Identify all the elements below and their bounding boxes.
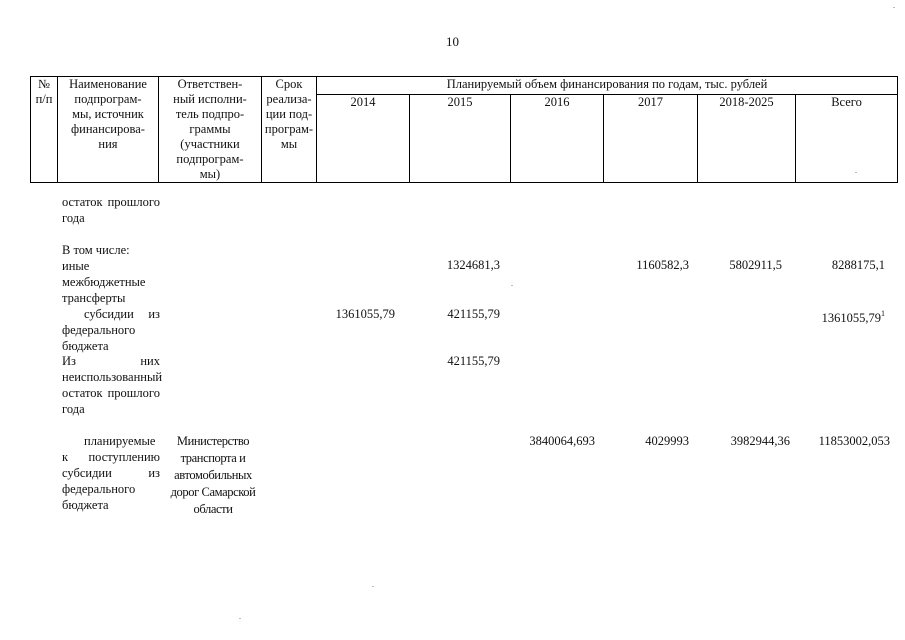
cell-total-value: 1361055,79 (821, 311, 881, 325)
header-name: Наименование подпрограм- мы, источник финансирова- ния (58, 77, 159, 183)
header-funding: Планируемый объем финансирования по годам, тыс. рублей (317, 77, 898, 95)
header-year-2014: 2014 (317, 95, 410, 183)
scan-speck (372, 586, 374, 587)
cell-2017: 4029993 (645, 434, 689, 448)
row-label: планируемые к поступлению субсидии из федерального бюджета (62, 434, 160, 512)
header-term: Срок реализа- ции под- програм- мы (262, 77, 317, 183)
cell-2016: 3840064,693 (529, 434, 595, 448)
cell-2015: 421155,79 (447, 354, 500, 368)
row-label: субсидии из федерального бюджета (62, 307, 160, 353)
header-year-2016: 2016 (511, 95, 604, 183)
cell-2015: 421155,79 (447, 307, 500, 321)
header-executor: Ответствен- ный исполни- тель подпро- граммы (участники подпрограм- мы) (159, 77, 262, 183)
scan-speck (855, 172, 857, 173)
cell-2017: 1160582,3 (636, 258, 689, 272)
scan-speck (893, 7, 895, 8)
cell-total: 11853002,053 (818, 434, 890, 448)
header-year-2017: 2017 (604, 95, 698, 183)
cell-2015: 1324681,3 (446, 258, 500, 272)
cell-2018-2025: 3982944,36 (730, 434, 790, 448)
header-number: № п/п (31, 77, 58, 183)
row-label: В том числе: иные межбюджетные трансферты (62, 243, 146, 305)
header-year-2018-2025: 2018-2025 (698, 95, 796, 183)
row-label: Из них неиспользованный остаток прошлого года (62, 354, 163, 416)
cell-total (822, 306, 885, 326)
cell-total: 8288175,1 (831, 258, 885, 272)
scan-speck (239, 618, 241, 619)
scan-speck (511, 285, 513, 286)
header-total: Всего (796, 95, 898, 183)
cell-2018-2025: 5802911,5 (729, 258, 782, 272)
table-header (30, 76, 898, 183)
cell-2014: 1361055,79 (335, 307, 395, 321)
header-year-2015: 2015 (410, 95, 511, 183)
footnote-marker: 1 (881, 309, 885, 318)
page-number: 10 (446, 34, 459, 49)
executor-cell: Министерство транспорта и автомобильных дорог Самарской области (170, 434, 256, 516)
row-label: остаток прошлого года (62, 195, 160, 225)
